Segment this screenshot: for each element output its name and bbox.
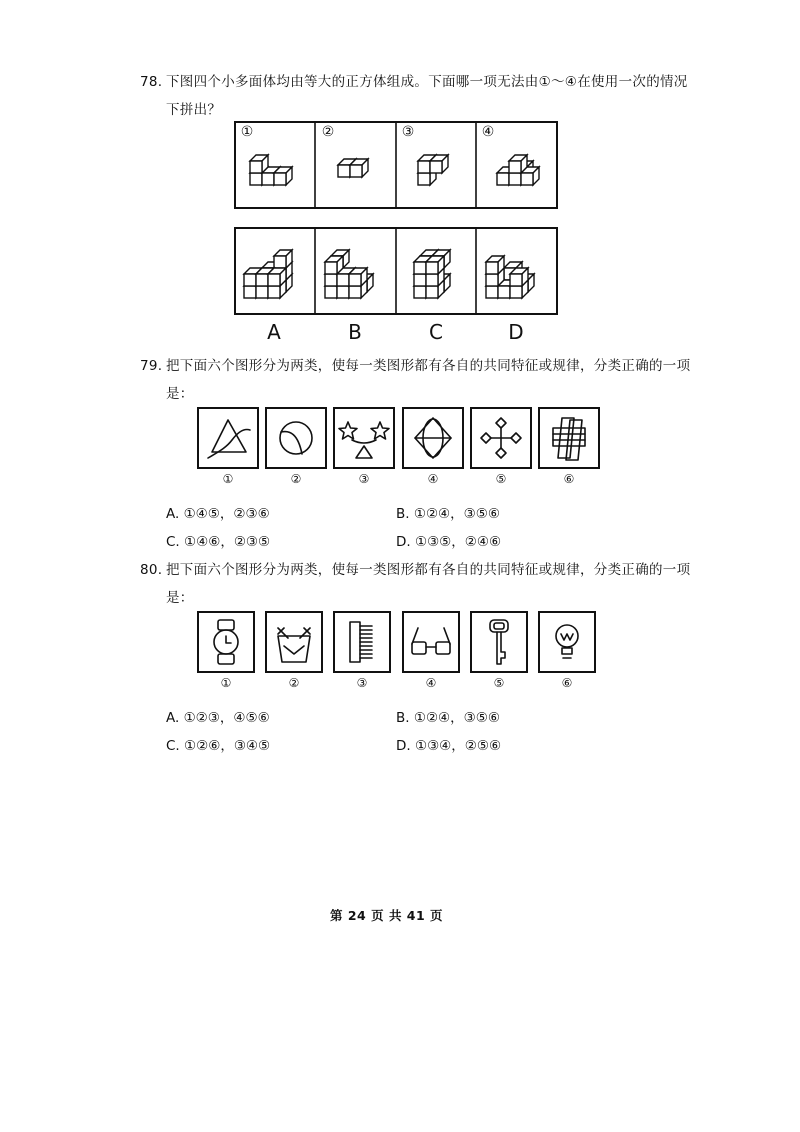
option-a[interactable]: A. ①④⑤，②③⑥ [166, 506, 270, 522]
figure-number-2: ② [288, 676, 300, 690]
option-c[interactable]: C. ①②⑥，③④⑤ [166, 738, 271, 754]
figure-number-3: ③ [356, 676, 368, 690]
option-c[interactable]: C. ①④⑥，②③⑤ [166, 534, 271, 550]
figure-number-6: ⑥ [563, 472, 575, 486]
question-number: 79. [140, 358, 163, 374]
figure-number-3: ③ [358, 472, 370, 486]
question-number: 80. [140, 562, 163, 578]
choice-label-c: C [429, 320, 443, 344]
choice-label-a: A [267, 320, 281, 344]
part-number-4: ④ [481, 124, 495, 140]
page-footer: 第 24 页 共 41 页 [330, 908, 444, 923]
figure-number-2: ② [290, 472, 302, 486]
question-text-line2: 是： [166, 386, 194, 402]
choice-label-d: D [508, 320, 524, 344]
figure-number-6: ⑥ [561, 676, 573, 690]
question-text-line2: 是： [166, 590, 194, 606]
figure-number-1: ① [220, 676, 232, 690]
question-text-line1: 下图四个小多面体均由等大的正方体组成。下面哪一项无法由①～④在使用一次的情况 [166, 74, 688, 90]
question-text-line1: 把下面六个图形分为两类，使每一类图形都有各自的共同特征或规律，分类正确的一项 [166, 562, 691, 578]
question-text-line1: 把下面六个图形分为两类，使每一类图形都有各自的共同特征或规律，分类正确的一项 [166, 358, 691, 374]
figure-number-1: ① [222, 472, 234, 486]
part-number-3: ③ [401, 124, 415, 140]
figure-number-4: ④ [427, 472, 439, 486]
part-number-1: ① [240, 124, 254, 140]
question-number: 78. [140, 74, 163, 90]
option-d[interactable]: D. ①③⑤，②④⑥ [396, 534, 502, 550]
option-b[interactable]: B. ①②④，③⑤⑥ [396, 710, 500, 726]
option-d[interactable]: D. ①③④，②⑤⑥ [396, 738, 502, 754]
figure-number-5: ⑤ [493, 676, 505, 690]
figure-number-5: ⑤ [495, 472, 507, 486]
choice-label-b: B [348, 320, 362, 344]
option-a[interactable]: A. ①②③，④⑤⑥ [166, 710, 270, 726]
part-number-2: ② [321, 124, 335, 140]
question-text-line2: 下拼出？ [166, 102, 222, 118]
figure-number-4: ④ [425, 676, 437, 690]
option-b[interactable]: B. ①②④，③⑤⑥ [396, 506, 500, 522]
